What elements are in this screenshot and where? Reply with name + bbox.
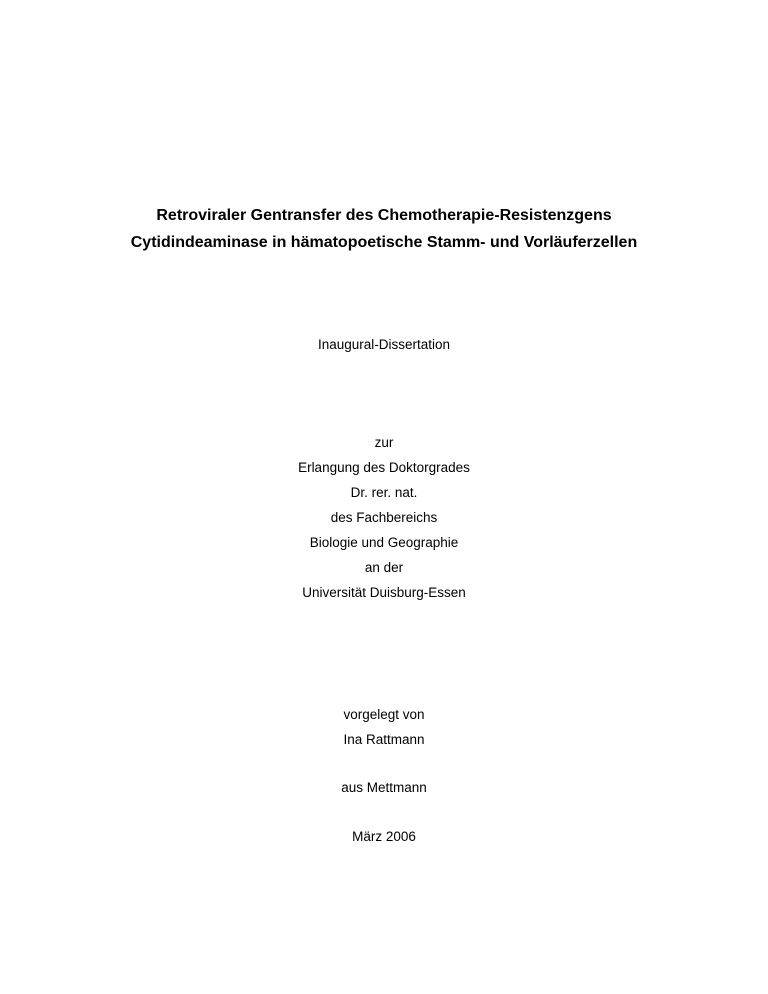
thesis-title-line-2: Cytidindeaminase in hämatopoetische Stamm- und Vorläuferzellen [130, 234, 638, 251]
author-name: Ina Rattmann [343, 732, 425, 747]
thesis-title-line-1: Retroviraler Gentransfer des Chemotherapie-Resistenzgens [156, 207, 612, 224]
purpose-line-2: Erlangung des Doktorgrades [298, 460, 470, 475]
purpose-line-1: zur [374, 435, 394, 450]
university-name: Universität Duisburg-Essen [302, 585, 466, 600]
purpose-line-4: des Fachbereichs [330, 510, 438, 525]
presented-by: vorgelegt von [343, 707, 425, 722]
purpose-line-6: an der [364, 560, 404, 575]
purpose-line-3: Dr. rer. nat. [350, 485, 418, 500]
purpose-line-5: Biologie und Geographie [309, 535, 459, 550]
author-origin: aus Mettmann [341, 780, 427, 795]
document-type: Inaugural-Dissertation [317, 337, 451, 352]
submission-date: März 2006 [352, 829, 416, 844]
